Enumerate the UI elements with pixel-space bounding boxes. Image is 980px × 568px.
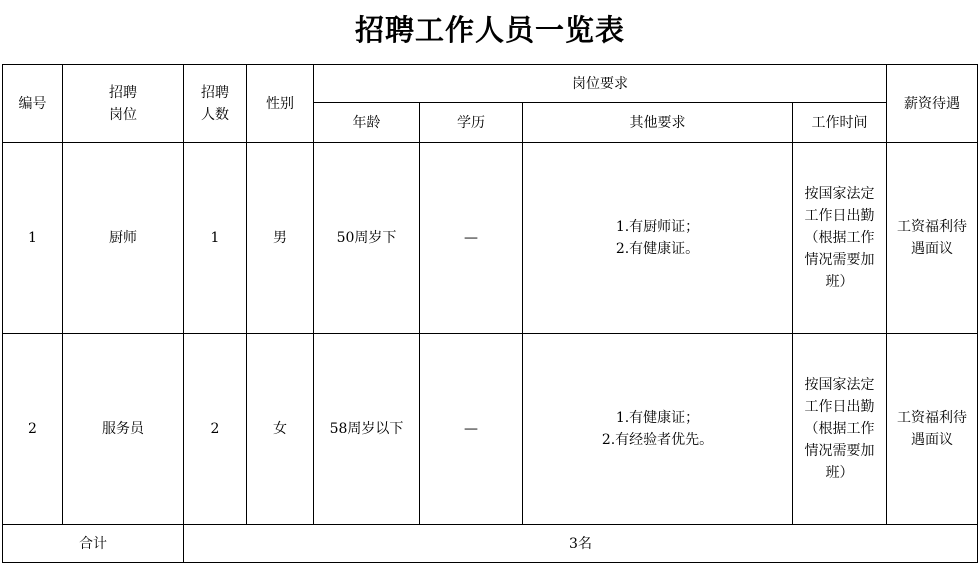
work-time-line: （根据工作 [804, 421, 875, 437]
header-requirements: 岗位要求 [314, 65, 887, 103]
work-time-line: 情况需要加 [804, 443, 875, 459]
header-education: 学历 [420, 103, 523, 143]
work-time-line: 工作日出勤 [804, 208, 875, 224]
requirement-item: 2.有经验者优先。 [601, 432, 714, 448]
salary-line: 工资福利待 [897, 410, 967, 426]
row-age: 58周岁以下 [314, 334, 420, 525]
header-count-line2: 人数 [201, 106, 229, 123]
work-time-line: 按国家法定 [804, 186, 875, 202]
header-id: 编号 [3, 65, 63, 143]
row-age: 50周岁下 [314, 143, 420, 334]
salary-line: 工资福利待 [897, 219, 967, 235]
header-position [63, 65, 184, 143]
salary-line: 遇面议 [911, 432, 953, 448]
row-other-requirements [523, 143, 793, 334]
row-id: 2 [3, 334, 63, 525]
recruitment-table [2, 64, 978, 563]
work-time-line: 班） [825, 274, 854, 290]
row-position: 服务员 [63, 334, 184, 525]
total-value: 3名 [184, 525, 978, 563]
header-count-line1: 招聘 [201, 84, 229, 101]
requirement-item: 1.有健康证； [615, 410, 700, 426]
row-work-time [793, 334, 887, 525]
work-time-line: 按国家法定 [804, 377, 875, 393]
row-position: 厨师 [63, 143, 184, 334]
work-time-line: 工作日出勤 [804, 399, 875, 415]
requirement-item: 1.有厨师证； [615, 219, 700, 235]
row-education: — [420, 143, 523, 334]
requirement-item: 2.有健康证。 [615, 241, 700, 257]
header-age: 年龄 [314, 103, 420, 143]
row-count: 2 [184, 334, 247, 525]
header-count [184, 65, 247, 143]
row-education: — [420, 334, 523, 525]
row-gender: 女 [247, 334, 314, 525]
header-work-time: 工作时间 [793, 103, 887, 143]
row-other-requirements [523, 334, 793, 525]
page-title: 招聘工作人员一览表 [354, 13, 625, 47]
work-time-line: 班） [825, 465, 854, 481]
header-position-line2: 岗位 [109, 106, 137, 123]
row-work-time [793, 143, 887, 334]
header-position-line1: 招聘 [109, 84, 137, 101]
table-row [3, 334, 978, 525]
work-time-line: （根据工作 [804, 230, 875, 246]
salary-line: 遇面议 [911, 241, 953, 257]
header-gender: 性别 [247, 65, 314, 143]
work-time-line: 情况需要加 [804, 252, 875, 268]
row-salary [887, 143, 978, 334]
row-gender: 男 [247, 143, 314, 334]
row-count: 1 [184, 143, 247, 334]
total-row [3, 525, 978, 563]
header-salary: 薪资待遇 [887, 65, 978, 143]
table-row [3, 143, 978, 334]
row-id: 1 [3, 143, 63, 334]
total-label: 合计 [3, 525, 184, 563]
row-salary [887, 334, 978, 525]
header-other: 其他要求 [523, 103, 793, 143]
